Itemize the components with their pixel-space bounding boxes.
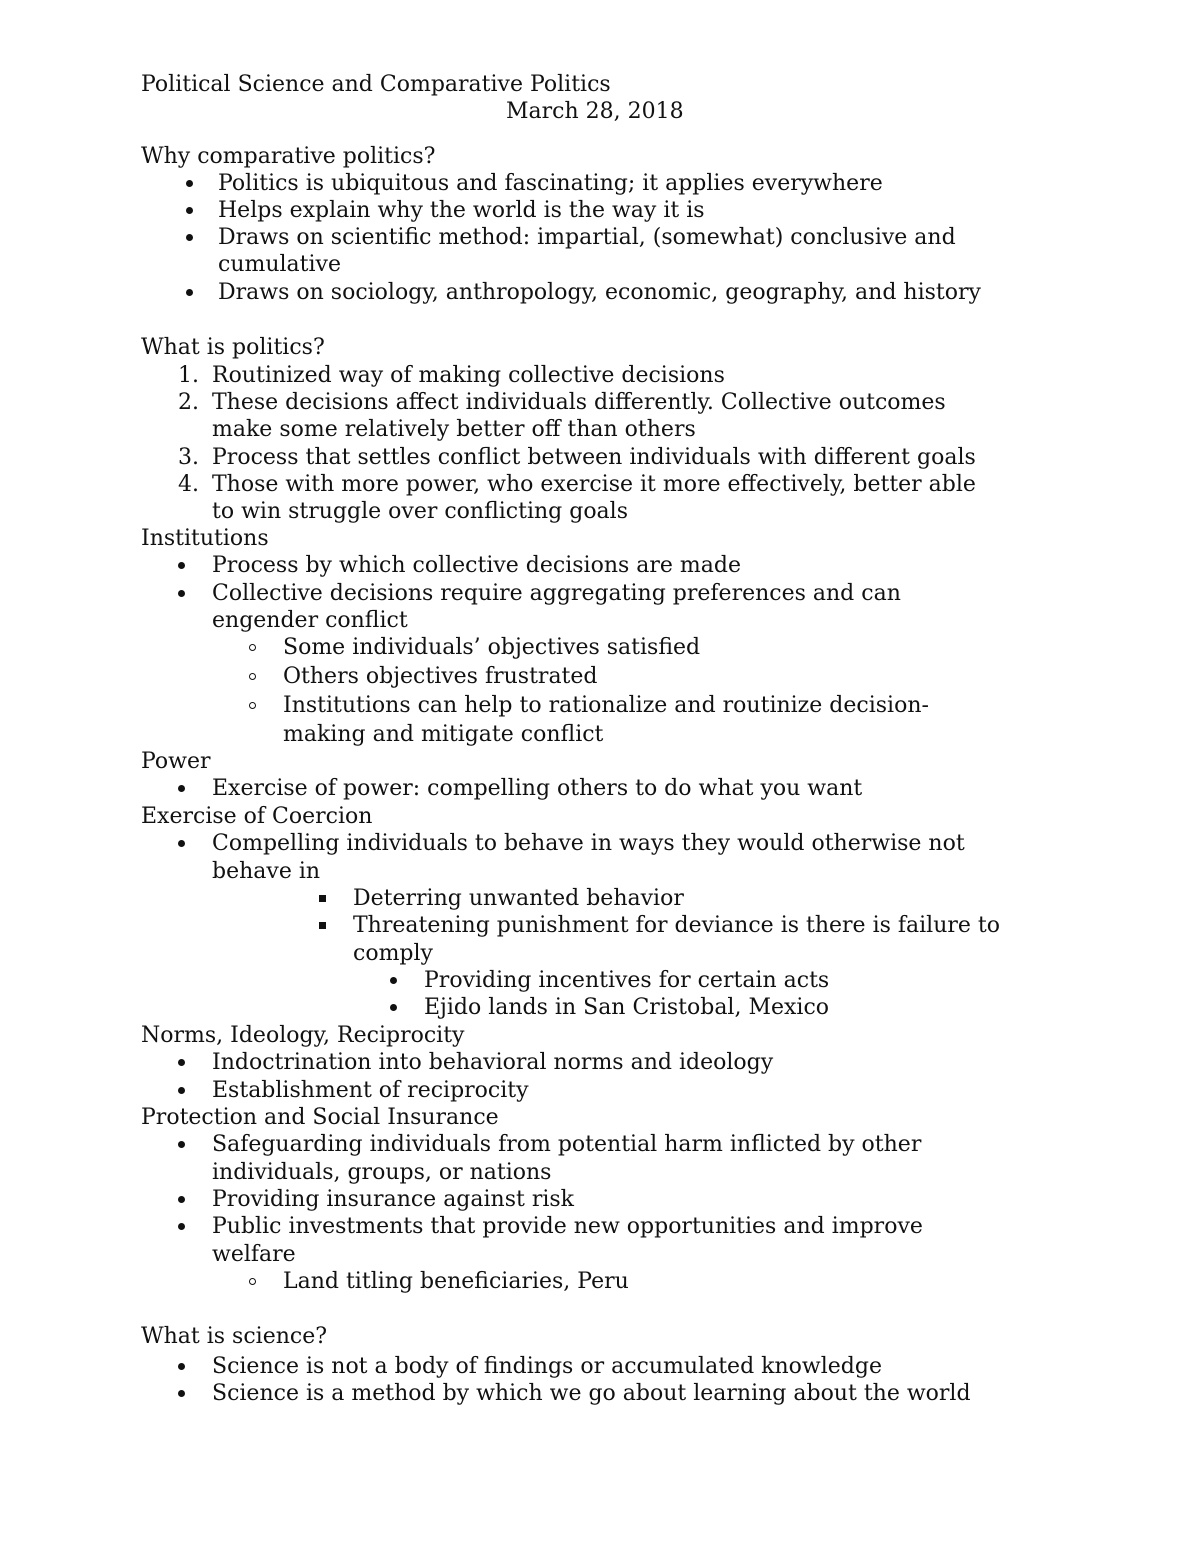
list-item: Process by which collective decisions are made bbox=[212, 553, 742, 578]
list-item: Public investments that provide new opportunities and improve bbox=[212, 1214, 923, 1239]
list-item: Science is a method by which we go about learning about the world bbox=[212, 1381, 971, 1406]
list-item: Draws on sociology, anthropology, economic, geography, and history bbox=[218, 280, 981, 305]
bullet-icon bbox=[178, 1363, 185, 1370]
list-item: Compelling individuals to behave in ways they would otherwise not bbox=[212, 831, 965, 856]
sub-list-item: Others objectives frustrated bbox=[283, 664, 598, 689]
list-item-continuation: engender conflict bbox=[212, 608, 408, 633]
sub-sub-list-item: Providing incentives for certain acts bbox=[424, 968, 830, 993]
list-item: These decisions affect individuals differently. Collective outcomes bbox=[212, 390, 946, 415]
bullet-icon bbox=[186, 234, 193, 241]
list-item-continuation: individuals, groups, or nations bbox=[212, 1160, 552, 1185]
list-item: Process that settles conflict between individuals with different goals bbox=[212, 445, 976, 470]
section-heading-norms: Norms, Ideology, Reciprocity bbox=[141, 1023, 465, 1048]
bullet-icon bbox=[178, 1141, 185, 1148]
sub-list-item: Land titling beneficiaries, Peru bbox=[283, 1269, 629, 1294]
circle-bullet-icon bbox=[249, 702, 256, 709]
sub-list-item: Threatening punishment for deviance is there is failure to bbox=[353, 913, 1001, 938]
list-item: Collective decisions require aggregating preferences and can bbox=[212, 581, 901, 606]
list-item: Science is not a body of findings or accumulated knowledge bbox=[212, 1354, 882, 1379]
sub-list-item: Institutions can help to rationalize and routinize decision- bbox=[283, 693, 929, 718]
square-bullet-icon bbox=[319, 895, 326, 902]
list-item: Safeguarding individuals from potential harm inflicted by other bbox=[212, 1132, 922, 1157]
section-heading-what-is-science: What is science? bbox=[141, 1324, 328, 1349]
list-item: Exercise of power: compelling others to do what you want bbox=[212, 776, 863, 801]
bullet-icon bbox=[186, 289, 193, 296]
circle-bullet-icon bbox=[249, 1278, 256, 1285]
list-item: Routinized way of making collective decisions bbox=[212, 363, 725, 388]
document-date: March 28, 2018 bbox=[506, 99, 684, 124]
bullet-icon bbox=[178, 1059, 185, 1066]
sub-list-item-continuation: making and mitigate conflict bbox=[283, 722, 604, 747]
sub-sub-list-item: Ejido lands in San Cristobal, Mexico bbox=[424, 995, 830, 1020]
list-item-continuation: cumulative bbox=[218, 252, 341, 277]
list-item: Helps explain why the world is the way it is bbox=[218, 198, 705, 223]
list-item: Draws on scientific method: impartial, (somewhat) conclusive and bbox=[218, 225, 956, 250]
list-item-continuation: make some relatively better off than others bbox=[212, 417, 696, 442]
list-item: Providing insurance against risk bbox=[212, 1187, 575, 1212]
bullet-icon bbox=[178, 840, 185, 847]
document-title: Political Science and Comparative Politics bbox=[141, 72, 611, 97]
list-number: 1. bbox=[178, 363, 199, 388]
bullet-icon bbox=[186, 207, 193, 214]
bullet-icon bbox=[390, 977, 397, 984]
square-bullet-icon bbox=[319, 922, 326, 929]
sub-list-item: Deterring unwanted behavior bbox=[353, 886, 684, 911]
section-heading-protection: Protection and Social Insurance bbox=[141, 1105, 499, 1130]
list-item: Those with more power, who exercise it more effectively, better able bbox=[212, 472, 976, 497]
bullet-icon bbox=[178, 1223, 185, 1230]
bullet-icon bbox=[178, 1196, 185, 1203]
section-heading-why: Why comparative politics? bbox=[141, 144, 436, 169]
list-item: Politics is ubiquitous and fascinating; it applies everywhere bbox=[218, 171, 883, 196]
bullet-icon bbox=[178, 1087, 185, 1094]
list-number: 3. bbox=[178, 445, 199, 470]
circle-bullet-icon bbox=[249, 644, 256, 651]
list-item: Indoctrination into behavioral norms and ideology bbox=[212, 1050, 774, 1075]
bullet-icon bbox=[186, 180, 193, 187]
list-item-continuation: behave in bbox=[212, 859, 321, 884]
list-number: 2. bbox=[178, 390, 199, 415]
sub-list-item-continuation: comply bbox=[353, 941, 433, 966]
section-heading-what-is-politics: What is politics? bbox=[141, 335, 325, 360]
circle-bullet-icon bbox=[249, 673, 256, 680]
section-heading-power: Power bbox=[141, 749, 211, 774]
bullet-icon bbox=[390, 1004, 397, 1011]
list-item-continuation: welfare bbox=[212, 1242, 296, 1267]
bullet-icon bbox=[178, 785, 185, 792]
list-item: Establishment of reciprocity bbox=[212, 1078, 529, 1103]
list-number: 4. bbox=[178, 472, 199, 497]
list-item-continuation: to win struggle over conflicting goals bbox=[212, 499, 629, 524]
bullet-icon bbox=[178, 1390, 185, 1397]
sub-list-item: Some individuals’ objectives satisfied bbox=[283, 635, 701, 660]
section-heading-institutions: Institutions bbox=[141, 526, 269, 551]
section-heading-coercion: Exercise of Coercion bbox=[141, 804, 373, 829]
bullet-icon bbox=[178, 590, 185, 597]
bullet-icon bbox=[178, 562, 185, 569]
